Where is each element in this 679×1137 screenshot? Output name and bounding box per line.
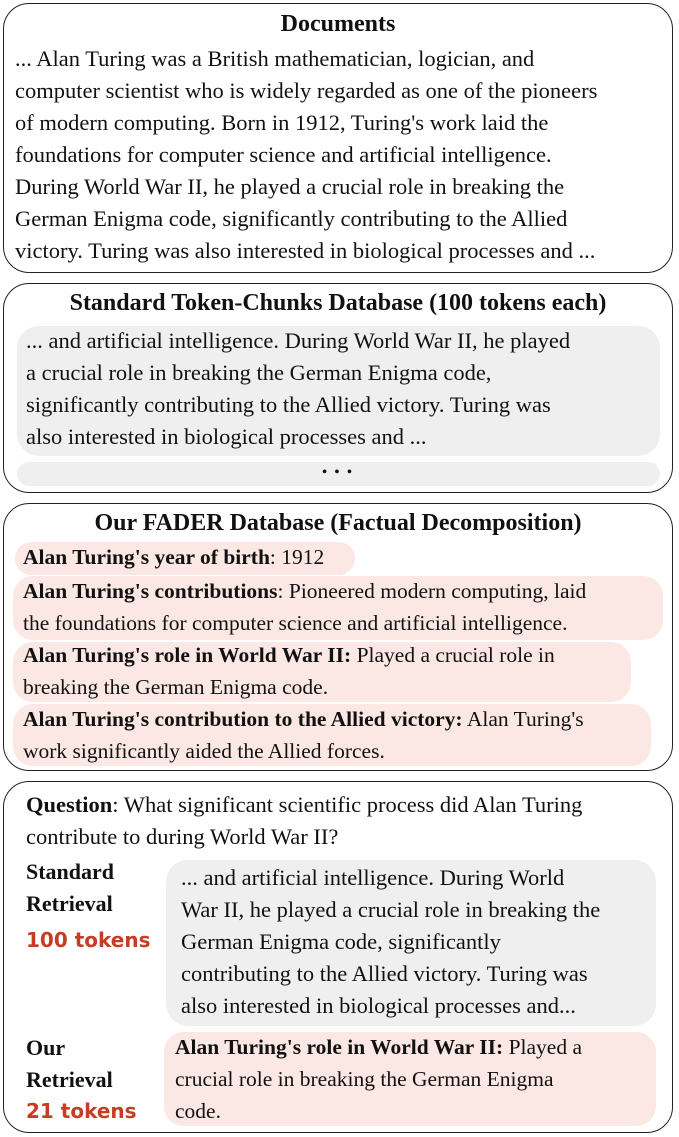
question-text: contribute to during World War II? xyxy=(26,824,339,849)
text-line: also interested in biological processes and ... xyxy=(26,424,427,449)
fact-key: Alan Turing's contributions xyxy=(23,579,278,603)
documents-title: Documents xyxy=(280,11,396,37)
standard-token-count: 100 tokens xyxy=(26,928,151,952)
text-line: computer scientist who is widely regarded as one of the pioneers xyxy=(15,78,598,103)
fact-separator: : xyxy=(277,579,289,603)
standard-db-panel xyxy=(3,283,673,493)
documents-text xyxy=(15,43,597,267)
text-line: a crucial role in breaking the German Enigma code, xyxy=(26,360,492,385)
text-line: ... and artificial intelligence. During World xyxy=(181,865,565,890)
fact-ww2-role xyxy=(23,639,555,703)
question-panel xyxy=(3,781,673,1133)
text-line: German Enigma code, significantly xyxy=(181,929,501,954)
our-retrieval-text xyxy=(175,1031,582,1127)
label-line: Our xyxy=(26,1035,66,1060)
fact-value: Alan Turing's xyxy=(466,707,584,731)
fact-key: Alan Turing's role in World War II: xyxy=(175,1035,504,1059)
text-line: also interested in biological processes and... xyxy=(181,993,576,1018)
fader-db-title: Our FADER Database (Factual Decomposition) xyxy=(94,510,582,536)
fact-contributions xyxy=(23,575,586,639)
question-text: : What significant scientific process did Alan Turing xyxy=(112,792,583,817)
fact-key: Alan Turing's year of birth xyxy=(23,545,270,569)
question xyxy=(26,789,582,853)
text-line: code. xyxy=(175,1099,221,1123)
fact-value: Played a crucial role in xyxy=(356,643,555,667)
fact-value: the foundations for computer science and artificial intelligence. xyxy=(23,611,568,635)
fact-value: Pioneered modern computing, laid xyxy=(288,579,587,603)
fact-key: Alan Turing's role in World War II: xyxy=(23,643,352,667)
our-retrieval-label xyxy=(26,1032,113,1096)
standard-retrieval-label xyxy=(26,856,114,920)
question-label: Question xyxy=(26,792,113,817)
text-line: foundations for computer science and artificial intelligence. xyxy=(15,142,552,167)
fader-db-panel xyxy=(3,503,673,771)
label-line: Standard xyxy=(26,859,115,884)
label-line: Retrieval xyxy=(26,891,113,916)
text-line: German Enigma code, significantly contributing to the Allied xyxy=(15,206,568,231)
more-chunks-ellipsis: • • • xyxy=(322,465,354,480)
standard-retrieval-text xyxy=(181,862,600,1022)
fact-key: Alan Turing's contribution to the Allied victory: xyxy=(23,707,463,731)
text-line: crucial role in breaking the German Enigma xyxy=(175,1067,554,1091)
text-line: contributing to the Allied victory. Turing was xyxy=(181,961,588,986)
our-token-count: 21 tokens xyxy=(26,1099,137,1123)
fact-value: work significantly aided the Allied forces. xyxy=(23,739,385,763)
text-line: During World War II, he played a crucial role in breaking the xyxy=(15,174,565,199)
text-line: ... and artificial intelligence. During World War II, he played xyxy=(26,328,571,353)
text-line: significantly contributing to the Allied victory. Turing was xyxy=(26,392,551,417)
text-line: victory. Turing was also interested in biological processes and ... xyxy=(15,238,596,263)
documents-panel xyxy=(3,3,673,273)
token-chunk-text xyxy=(26,325,570,453)
label-line: Retrieval xyxy=(26,1067,113,1092)
fact-value: breaking the German Enigma code. xyxy=(23,675,329,699)
standard-db-title: Standard Token-Chunks Database (100 tokens each) xyxy=(69,290,607,316)
text-line: Played a xyxy=(503,1035,582,1059)
text-line: of modern computing. Born in 1912, Turing's work laid the xyxy=(15,110,549,135)
text-line: War II, he played a crucial role in breaking the xyxy=(181,897,601,922)
fact-separator: : xyxy=(269,545,282,569)
text-line: ... Alan Turing was a British mathematician, logician, and xyxy=(15,46,535,71)
fact-value: 1912 xyxy=(281,545,325,569)
fact-birth-year xyxy=(23,541,324,573)
fact-allied-victory xyxy=(23,703,584,767)
